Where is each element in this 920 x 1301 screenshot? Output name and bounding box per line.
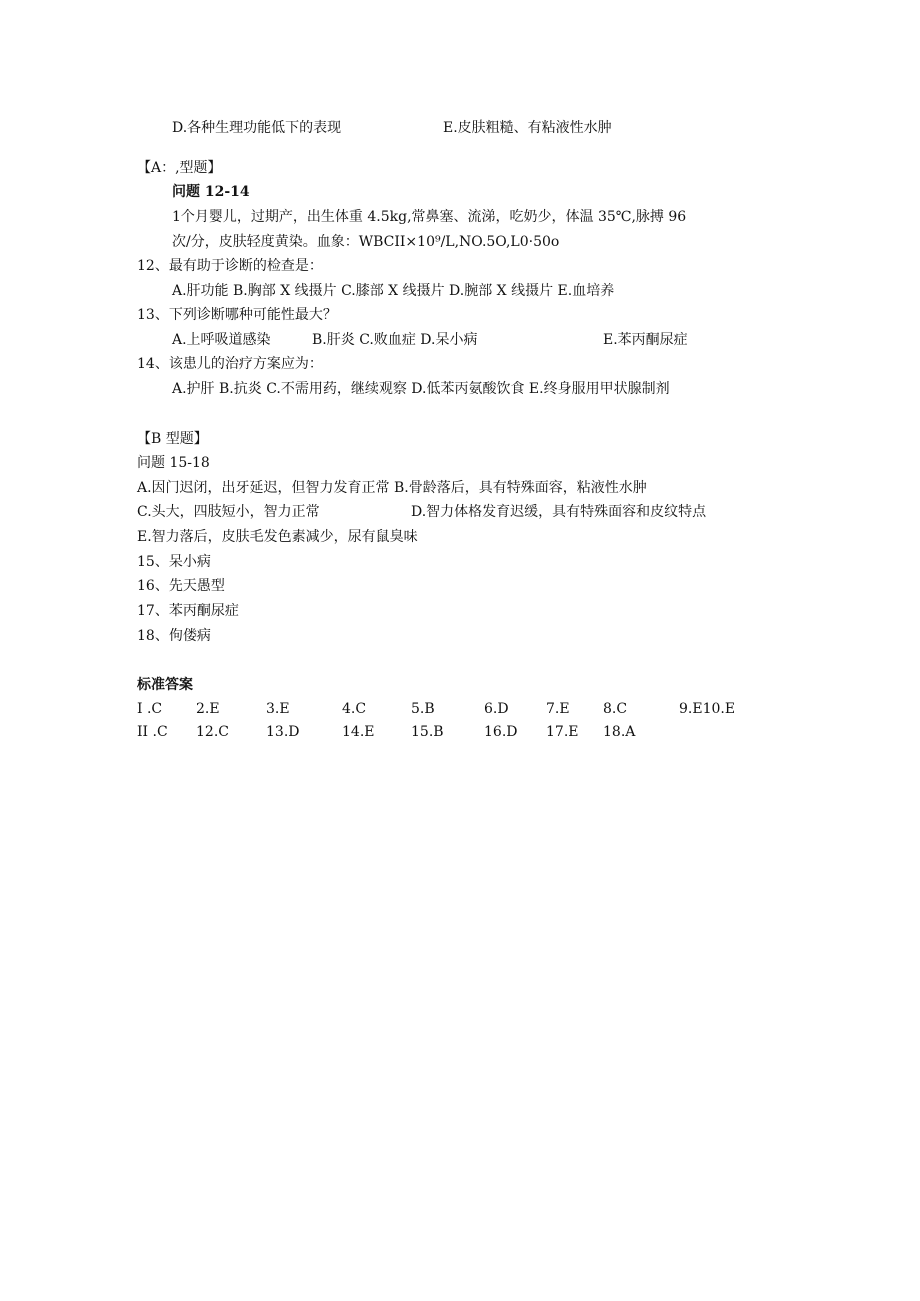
option-d-text: D.各种生理功能低下的表现 <box>172 120 342 136</box>
answer-cell: 8.C <box>603 701 628 717</box>
answer-cell: 7.E <box>546 701 570 717</box>
question-13-option-a: A.上呼吸道感染 <box>172 332 271 348</box>
answer-cell: 14.E <box>342 724 375 740</box>
question-13-option-e: E.苯丙酮尿症 <box>603 332 688 348</box>
answer-cell: 12.C <box>196 724 229 740</box>
answer-cell: 4.C <box>342 701 367 717</box>
section-b-group-title: 问题 15-18 <box>137 455 210 471</box>
question-16: 16、先天愚型 <box>137 578 225 594</box>
answer-cell: I .C <box>137 701 163 717</box>
question-15: 15、呆小病 <box>137 554 211 570</box>
answer-cell: 17.E <box>546 724 579 740</box>
answer-cell: II .C <box>137 724 168 740</box>
question-14-options: A.护肝 B.抗炎 C.不需用药，继续观察 D.低苯丙氨酸饮食 E.终身服用甲状腺制剂 <box>172 381 670 397</box>
option-e-text: E.皮肤粗糙、有粘液性水肿 <box>443 120 612 136</box>
answer-cell: 18.A <box>603 724 636 740</box>
question-18: 18、佝偻病 <box>137 628 211 644</box>
question-13: 13、下列诊断哪种可能性最大？ <box>137 307 337 323</box>
question-14: 14、该患儿的治疗方案应为： <box>137 356 323 372</box>
question-12-options: A.肝功能 B.胸部 X 线摄片 C.膝部 X 线摄片 D.腕部 X 线摄片 E.血培养 <box>172 283 615 299</box>
question-13-options-bcd: B.肝炎 C.败血症 D.呆小病 <box>312 332 478 348</box>
section-b-option-d: D.智力体格发育迟缓，具有特殊面容和皮纹特点 <box>411 504 707 520</box>
answer-cell: 15.B <box>411 724 444 740</box>
answer-cell: 5.B <box>411 701 435 717</box>
answer-cell: 2.E <box>196 701 220 717</box>
answer-cell: 3.E <box>266 701 290 717</box>
question-12: 12、最有助于诊断的检查是： <box>137 258 323 274</box>
section-b-options-ab: A.因门迟闭，出牙延迟，但智力发育正常 B.骨龄落后，具有特殊面容，粘液性水肿 <box>137 480 647 496</box>
section-b-header: 【B 型题】 <box>137 431 208 447</box>
case-description-line2: 次/分，皮肤轻度黄染。血象：WBCII×10⁹/L,NO.5O,L0·50o <box>172 234 560 250</box>
question-17: 17、苯丙酮尿症 <box>137 603 239 619</box>
section-b-option-e: E.智力落后，皮肤毛发色素减少，尿有鼠臭味 <box>137 529 418 545</box>
answer-cell: 9.E10.E <box>679 701 736 717</box>
answers-title: 标准答案 <box>137 677 193 693</box>
answer-cell: 6.D <box>484 701 509 717</box>
answer-cell: 16.D <box>484 724 518 740</box>
answer-cell: 13.D <box>266 724 300 740</box>
case-description-line1: 1个月婴儿，过期产，出生体重 4.5kg,常鼻塞、流涕，吃奶少，体温 35℃,脉搏 96 <box>172 209 687 225</box>
section-a-header: 【A：,型题】 <box>137 160 222 176</box>
section-b-option-c: C.头大，四肢短小，智力正常 <box>137 504 320 520</box>
section-a-group-title: 问题 12-14 <box>172 184 250 200</box>
